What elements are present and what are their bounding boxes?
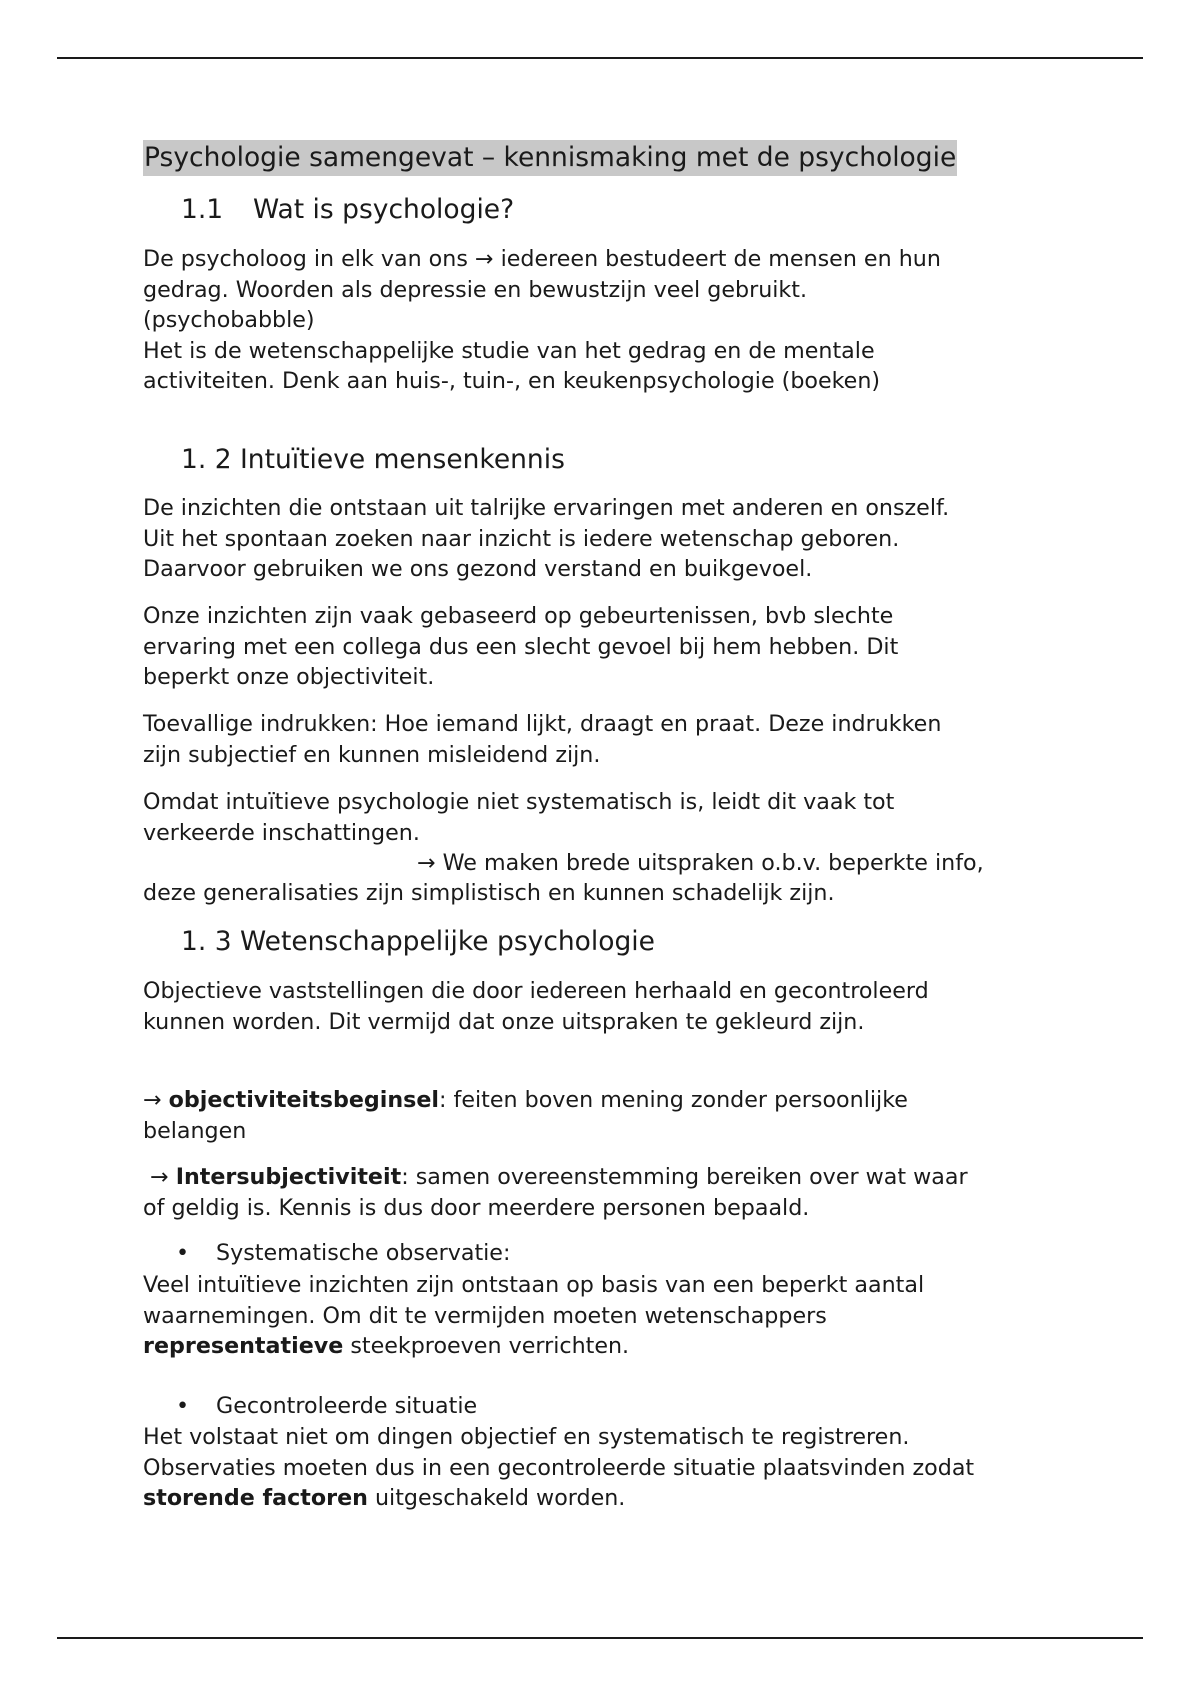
paragraph-intuitive-2: Onze inzichten zijn vaak gebaseerd op gebeurtenissen, bvb slechte ervaring met een collega dus een slecht gevoel bij hem hebben. Dit beperkt onze objectiviteit. (143, 603, 899, 690)
term-representatieve: representatieve (143, 1333, 344, 1359)
bullet-label: Systematische observatie: (216, 1240, 511, 1266)
paragraph-intuitive-1: De inzichten die ontstaan uit talrijke ervaringen met anderen en onszelf. Uit het spontaan zoeken naar inzicht is iedere wetenschap geboren. Daarvoor gebruiken we ons gezond verstand en buikgevoel. (143, 495, 950, 582)
term-intersubjectiviteit: Intersubjectiviteit (175, 1164, 402, 1190)
header-rule (57, 57, 1143, 59)
bullet-systematic-observation (176, 1238, 510, 1269)
body-text-rest: uitgeschakeld worden. (367, 1485, 626, 1511)
bullet-label: Gecontroleerde situatie (216, 1393, 478, 1419)
arrow-line-text: → We maken brede uitspraken o.b.v. beperkte info, (417, 850, 984, 876)
section-heading-text: Wat is psychologie? (253, 194, 515, 225)
paragraph-intuitive-4-last: deze generalisaties zijn simplistisch en kunnen schadelijk zijn. (143, 880, 835, 906)
arrow-text: → (143, 1164, 176, 1190)
bullet-dot: • (176, 1393, 190, 1419)
arrow-text: → (143, 1087, 169, 1113)
document-title: Psychologie samengevat – kennismaking met de psychologie (143, 140, 957, 176)
section-heading-1-1 (181, 192, 514, 228)
section-number: 1.1 (181, 194, 224, 225)
body-text: Het volstaat niet om dingen objectief en systematisch te registreren. Observaties moeten dus in een gecontroleerde situatie plaatsvinden zodat (143, 1424, 975, 1481)
definition-text: : samen overeenstemming bereiken over wat waar of geldig is. Kennis is dus door meerdere personen bepaald. (143, 1164, 968, 1221)
paragraph-intuitive-4: Omdat intuïtieve psychologie niet systematisch is, leidt dit vaak tot verkeerde inschattingen. (143, 789, 895, 846)
section-heading-1-3: 1. 3 Wetenschappelijke psychologie (181, 926, 655, 957)
body-text-rest: steekproeven verrichten. (343, 1333, 630, 1359)
paragraph-intersubjectivity (143, 1162, 1103, 1223)
paragraph-scientific-1: Objectieve vaststellingen die door iedereen herhaald en gecontroleerd kunnen worden. Dit vermijd dat onze uitspraken te gekleurd zijn. (143, 978, 929, 1035)
paragraph-systematic-observation (143, 1270, 1103, 1362)
paragraph-intuitive-4-arrow (143, 848, 1103, 879)
term-objectiviteitsbeginsel: objectiviteitsbeginsel (168, 1087, 440, 1113)
paragraph-objectivity (143, 1085, 1103, 1146)
paragraph-controlled-situation (143, 1422, 1103, 1514)
definition-text: : feiten boven mening zonder persoonlijke belangen (143, 1087, 908, 1144)
section-heading-1-2: 1. 2 Intuïtieve mensenkennis (181, 444, 565, 475)
bullet-controlled-situation (176, 1391, 477, 1422)
body-text: Veel intuïtieve inzichten zijn ontstaan op basis van een beperkt aantal waarnemingen. Om dit te vermijden moeten wetenschappers (143, 1272, 925, 1329)
footer-rule (57, 1637, 1143, 1639)
paragraph-intuitive-3: Toevallige indrukken: Hoe iemand lijkt, draagt en praat. Deze indrukken zijn subjectief en kunnen misleidend zijn. (143, 711, 942, 768)
bullet-dot: • (176, 1240, 190, 1266)
paragraph-what-is-psychology: De psycholoog in elk van ons → iedereen bestudeert de mensen en hun gedrag. Woorden als depressie en bewustzijn veel gebruikt. (psychobabble) Het is de wetenschappelijke studie van het gedrag en de mentale activiteiten. Denk aan huis-, tuin-, en keukenpsychologie (boeken) (143, 246, 941, 394)
term-storende-factoren: storende factoren (143, 1485, 368, 1511)
